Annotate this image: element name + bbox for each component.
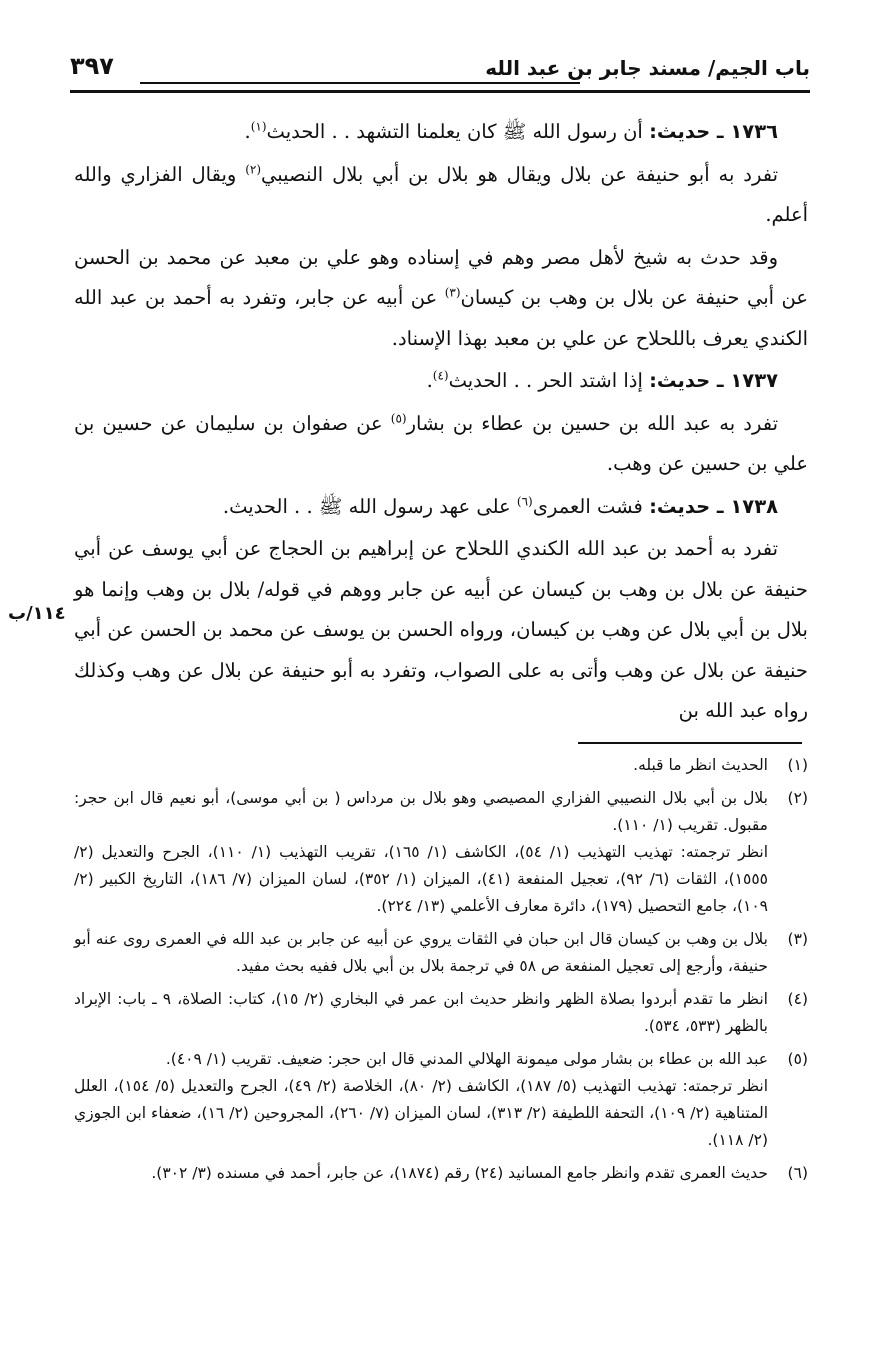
paragraph: [74, 155, 808, 236]
punct: .: [426, 369, 433, 392]
footnote-line: بلال بن أبي بلال النصيبي الفزاري المصيصي وهو بلال بن مرداس ( بن أبي موسى)، أبو نعيم قال ابن حجر: مقبول. تقريب (١/ ١١٠).: [74, 789, 768, 834]
hadith-1737: [74, 361, 808, 402]
footnote-number: (٢): [787, 789, 808, 807]
footnote-ref: (٤): [432, 368, 449, 383]
paragraph: [74, 238, 808, 360]
hadith-1736: [74, 112, 808, 153]
paragraph-text: تفرد به أبو حنيفة عن بلال ويقال هو بلال بن أبي بلال النصيبي: [261, 162, 779, 186]
footnote: [74, 1160, 808, 1187]
hadith-number: ١٧٣٧ ـ حديث:: [649, 369, 778, 392]
footnote-line: انظر ما تقدم أبردوا بصلاة الظهر وانظر حديث ابن عمر في البخاري (٢/ ١٥)، كتاب: الصلاة، ٩ ـ باب: الإبراد بالظهر (٥٣٣، ٥٣٤).: [74, 990, 768, 1035]
paragraph-text: تفرد به عبد الله بن حسين بن عطاء بن بشار: [406, 411, 778, 435]
paragraph-text: عن أبيه عن جابر، وتفرد به أحمد بن عبد الله الكندي يعرف باللحلاح عن علي بن معبد بهذا الإسناد.: [74, 286, 808, 350]
footnotes: [74, 752, 808, 1193]
paragraph: [74, 404, 808, 485]
footnote-line: الحديث انظر ما قبله.: [633, 756, 768, 774]
footnote-separator: [578, 742, 802, 744]
footnote-line: عبد الله بن عطاء بن بشار مولى ميمونة الهلالي المدني قال ابن حجر: ضعيف. تقريب (١/ ٤٠٩).: [165, 1050, 768, 1068]
footnote-text: [74, 1160, 768, 1187]
punct: .: [244, 120, 251, 143]
footnote-ref: (٦): [516, 494, 533, 508]
footnote-number: (٤): [787, 990, 808, 1008]
footnote: [74, 752, 808, 779]
footnote-text: [74, 986, 768, 1040]
footnote-number: (٦): [787, 1164, 808, 1182]
paragraph: تفرد به أحمد بن عبد الله الكندي اللحلاح عن إبراهيم بن الحجاج عن أبي يوسف عن أبي حنيفة عن بلال بن وهب بن كيسان عن أبيه عن جابر ووهم في قوله/ بلال بن وهب وإنما هو بلال بن أبي بلال عن وهب بن كيسان، ورواه الحسن بن يوسف عن محمد بن الحسن عن أبي حنيفة عن بلال عن وهب وأتى به على الصواب، وتفرد به أبو حنيفة عن بلال عن وهب وكذلك رواه عبد الله بن: [74, 537, 808, 722]
footnote-ref: (٣): [444, 285, 461, 300]
footnote: [74, 926, 808, 980]
hadith-text: إذا اشتد الحر . . الحديث: [448, 369, 643, 392]
footnote-ref: (١): [250, 119, 267, 134]
header-rule: [70, 90, 810, 93]
footnote: [74, 785, 808, 920]
paragraph-text: ويقال الفزاري والله أعلم.: [74, 162, 808, 226]
footnote-text: [74, 785, 768, 920]
hadith-number: ١٧٣٦ ـ حديث:: [649, 120, 778, 143]
hadith-1738: [74, 487, 808, 528]
hadith-text: فشت العمرى: [532, 494, 643, 518]
footnote-text: [74, 1046, 768, 1154]
hadith-number: ١٧٣٨ ـ حديث:: [649, 494, 778, 518]
footnote-number: (١): [787, 756, 808, 774]
main-text: [74, 112, 808, 734]
footnote-line: بلال بن وهب بن كيسان قال ابن حبان في الثقات يروي عن أبيه عن جابر بن عبد الله في العمرى روى عنه أبو حنيفة، وأرجع إلى تعجيل المنفعة ص ٥٨ في ترجمة بلال بن أبي بلال ففيه بحث مفيد.: [74, 930, 768, 975]
hadith-text: أن رسول الله ﷺ كان يعلمنا التشهد . . الحديث: [266, 120, 643, 143]
header-rule-short: [140, 82, 580, 84]
footnote-ref: (٢): [245, 162, 262, 176]
footnote-line: انظر ترجمته: تهذيب التهذيب (١/ ٥٤)، الكاشف (١/ ١٦٥)، تقريب التهذيب (١/ ١١٠)، الجرح والتعديل (٢/ ١٥٥٥)، الثقات (٦/ ٩٢)، تعجيل المنفعة (٤١)، الميزان (١/ ٣٥٢)، لسان الميزان (٧/ ١٨٦)، التاريخ الكبير (٢/ ١٠٩)، جامع التحصيل (١٧٩)، دائرة معارف الأعلمي (١٣/ ٢٢٤).: [74, 843, 769, 915]
hadith-text: على عهد رسول الله ﷺ . . الحديث.: [222, 494, 511, 518]
page-number: ٣٩٧: [70, 52, 114, 80]
footnote-number: (٣): [787, 930, 808, 948]
footnote-line: انظر ترجمته: تهذيب التهذيب (٥/ ١٨٧)، الكاشف (٢/ ٨٠)، الخلاصة (٢/ ٤٩)، الجرح والتعديل (٥/ ١٥٤)، العلل المتناهية (٢/ ١٠٩)، التحفة اللطيفة (٢/ ٣١٣)، لسان الميزان (٧/ ٢٦٠)، المجروحين (٢/ ١٦)، ضعفاء ابن الجوزي (٢/ ١١٨).: [74, 1077, 769, 1149]
footnote-ref: (٥): [390, 411, 407, 425]
chapter-title: باب الجيم/ مسند جابر بن عبد الله: [485, 56, 810, 80]
manuscript-folio-note: ١١٤/ب: [8, 603, 66, 624]
footnote-text: [74, 752, 768, 779]
paragraph-text: عن صفوان بن سليمان عن حسين بن علي بن حسين عن وهب.: [74, 411, 808, 475]
footnote-number: (٥): [787, 1050, 808, 1068]
footnote: [74, 986, 808, 1040]
paragraph-text: وقد حدث به شيخ لأهل مصر وهم في إسناده وهو علي بن معبد عن محمد بن الحسن عن أبي حنيفة عن بلال بن وهب بن كيسان: [74, 245, 809, 309]
footnote-line: حديث العمرى تقدم وانظر جامع المسانيد (٢٤) رقم (١٨٧٤)، عن جابر، أحمد في مسنده (٣/ ٣٠٢).: [151, 1164, 768, 1182]
page-header: [70, 52, 810, 92]
footnote-text: [74, 926, 768, 980]
footnote: [74, 1046, 808, 1154]
